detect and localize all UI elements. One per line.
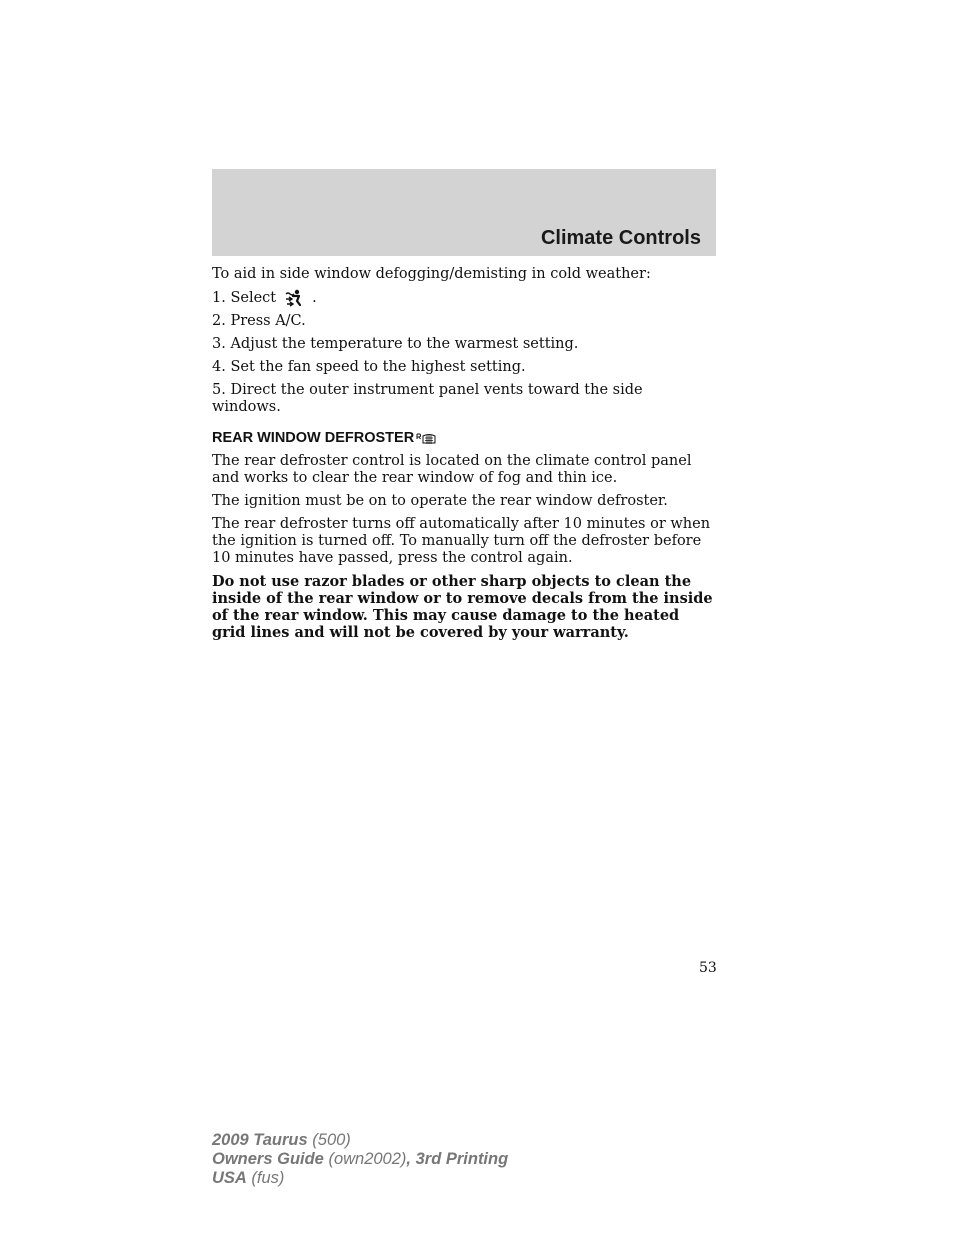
warning-text: Do not use razor blades or other sharp objects to clean the inside of the rear window or to remove decals from the inside of the rear window. This may cause damage to the heated grid lines and will not be covered by your warranty. [212,573,713,641]
step-5: 5. Direct the outer instrument panel vents toward the side windows. [212,382,643,415]
ignition-text: The ignition must be on to operate the rear window defroster. [212,493,668,509]
step-1 [212,289,716,307]
defroster-location-text: The rear defroster control is located on the climate control panel and works to clear the rear window of fog and thin ice. [212,453,692,486]
page-number: 53 [699,960,717,976]
footer-line-3 [212,1169,508,1188]
step-1-suffix: . [312,289,317,306]
footer-model-code: (500) [307,1131,351,1149]
footer-line-2 [212,1150,508,1169]
footer-guide: Owners Guide [212,1150,324,1168]
auto-off-text: The rear defroster turns off automatically after 10 minutes or when the ignition is turned off. To manually turn off the defroster before 10 minutes have passed, press the control again. [212,516,711,566]
step-4: 4. Set the fan speed to the highest setting. [212,359,526,375]
step-2: 2. Press A/C. [212,313,306,329]
step-3: 3. Adjust the temperature to the warmest setting. [212,336,579,352]
step-1-text: 1. Select [212,289,277,306]
footer-printing: , 3rd Printing [406,1150,509,1168]
floor-defrost-vent-icon [284,289,306,307]
rear-defroster-icon [416,433,436,445]
section-heading-text: REAR WINDOW DEFROSTER [212,430,415,446]
header-band [212,169,716,256]
page-content [212,266,716,647]
footer-line-1 [212,1131,508,1150]
footer-market-code: (fus) [246,1169,285,1187]
footer-market: USA [212,1169,247,1187]
footer [212,1131,508,1188]
section-heading [212,430,716,447]
footer-guide-code: (own2002) [323,1150,407,1168]
intro-text: To aid in side window defogging/demisting in cold weather: [212,266,651,282]
footer-model: 2009 Taurus [212,1131,308,1149]
section-title: Climate Controls [540,227,701,249]
